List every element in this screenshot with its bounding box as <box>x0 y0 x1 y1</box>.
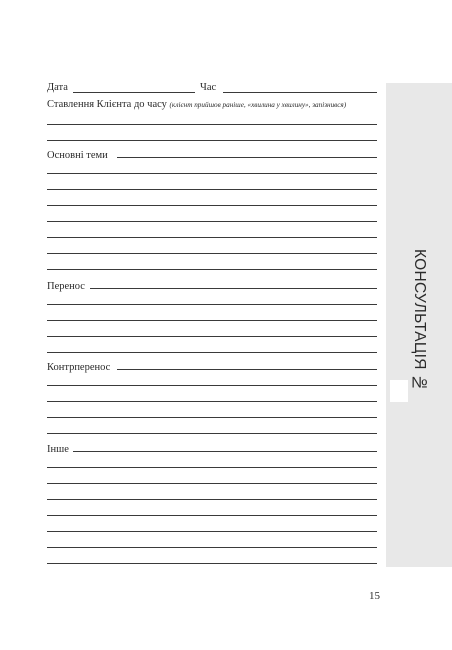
other-line[interactable] <box>47 467 377 468</box>
themes-line[interactable] <box>47 237 377 238</box>
date-label: Дата <box>47 82 68 93</box>
attitude-line[interactable] <box>47 124 377 125</box>
countertransfer-label: Контрперенос <box>47 362 111 373</box>
themes-field-line[interactable] <box>117 157 377 158</box>
attitude-line[interactable] <box>47 140 377 141</box>
attitude-label-text: Ставлення Клієнта до часу <box>47 99 167 110</box>
themes-line[interactable] <box>47 253 377 254</box>
other-line[interactable] <box>47 515 377 516</box>
transfer-field-line[interactable] <box>90 288 377 289</box>
transfer-line[interactable] <box>47 304 377 305</box>
consultation-title: КОНСУЛЬТАЦІЯ № <box>411 248 428 392</box>
themes-line[interactable] <box>47 173 377 174</box>
themes-line[interactable] <box>47 221 377 222</box>
time-label: Час <box>200 82 217 93</box>
other-field-line[interactable] <box>73 451 377 452</box>
themes-line[interactable] <box>47 269 377 270</box>
consultation-number-box[interactable] <box>390 380 408 402</box>
transfer-line[interactable] <box>47 320 377 321</box>
other-line[interactable] <box>47 531 377 532</box>
attitude-note: (клієнт прийшов раніше, «хвилина у хвилину», запізнився) <box>169 101 347 109</box>
time-field-line[interactable] <box>223 92 377 93</box>
countertransfer-line[interactable] <box>47 401 377 402</box>
transfer-label: Перенос <box>47 281 85 292</box>
other-line[interactable] <box>47 483 377 484</box>
other-line[interactable] <box>47 499 377 500</box>
date-field-line[interactable] <box>73 92 195 93</box>
page-number: 15 <box>369 590 380 602</box>
attitude-label <box>47 99 346 111</box>
other-line[interactable] <box>47 563 377 564</box>
countertransfer-line[interactable] <box>47 385 377 386</box>
themes-line[interactable] <box>47 189 377 190</box>
countertransfer-line[interactable] <box>47 433 377 434</box>
transfer-line[interactable] <box>47 352 377 353</box>
countertransfer-field-line[interactable] <box>117 369 377 370</box>
other-label: Інше <box>47 444 69 455</box>
other-line[interactable] <box>47 547 377 548</box>
themes-line[interactable] <box>47 205 377 206</box>
themes-label: Основні теми <box>47 150 108 161</box>
countertransfer-line[interactable] <box>47 417 377 418</box>
transfer-line[interactable] <box>47 336 377 337</box>
